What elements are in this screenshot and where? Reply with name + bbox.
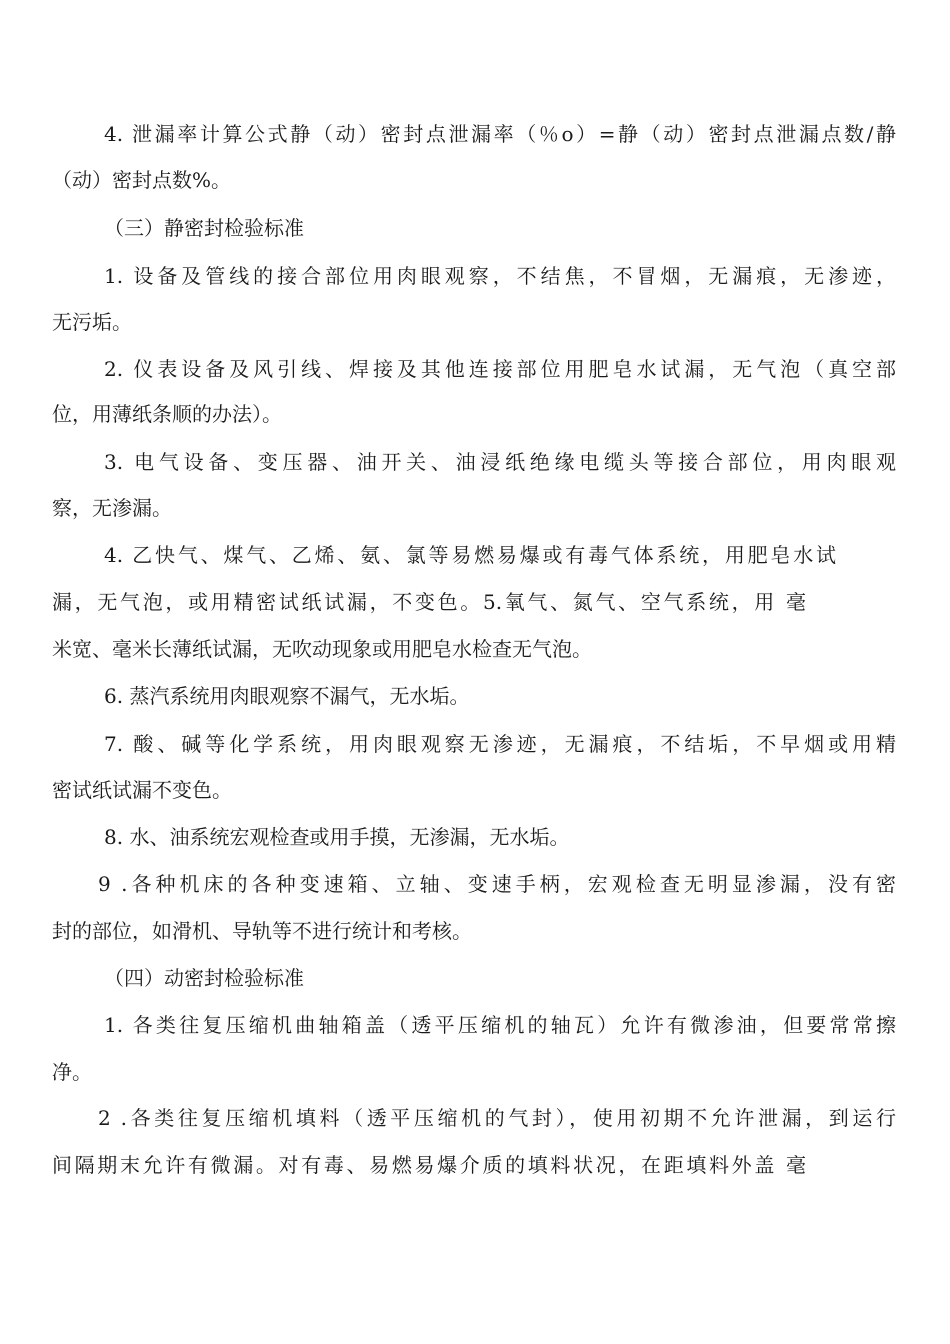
section-heading: （四）动密封检验标准	[104, 966, 304, 990]
paragraph-line: 净。	[52, 1060, 92, 1084]
section-heading: （三）静密封检验标准	[104, 216, 304, 240]
paragraph-line: 1. 设备及管线的接合部位用肉眼观察，不结焦，不冒烟，无漏痕，无渗迹，	[104, 264, 896, 288]
paragraph-line: 4. 泄漏率计算公式静（动）密封点泄漏率（％o）=静（动）密封点泄漏点数/静	[104, 122, 896, 146]
paragraph-line: 4. 乙快气、煤气、乙烯、氨、氯等易燃易爆或有毒气体系统，用肥皂水试	[104, 543, 836, 567]
paragraph-line: 2 .各类往复压缩机填料（透平压缩机的气封），使用初期不允许泄漏，到运行	[98, 1106, 896, 1130]
paragraph-line: 密试纸试漏不变色。	[52, 778, 232, 802]
paragraph-line: 封的部位，如滑机、导轨等不进行统计和考核。	[52, 919, 472, 943]
paragraph-line: 间隔期末允许有微漏。对有毒、易燃易爆介质的填料状况，在距填料外盖 毫	[52, 1153, 806, 1177]
paragraph-line: 7. 酸、碱等化学系统，用肉眼观察无渗迹，无漏痕，不结垢，不早烟或用精	[104, 732, 896, 756]
paragraph-line: 9 .各种机床的各种变速箱、立轴、变速手柄，宏观检查无明显渗漏，没有密	[98, 872, 896, 896]
paragraph-line: 位，用薄纸条顺的办法）。	[52, 402, 282, 426]
paragraph-line: （动）密封点数%。	[52, 168, 232, 192]
paragraph-line: 米宽、毫米长薄纸试漏，无吹动现象或用肥皂水检查无气泡。	[52, 637, 592, 661]
paragraph-line: 无污垢。	[52, 310, 132, 334]
paragraph-line: 1. 各类往复压缩机曲轴箱盖（透平压缩机的轴瓦）允许有微渗油，但要常常擦	[104, 1013, 896, 1037]
paragraph-line: 6. 蒸汽系统用肉眼观察不漏气，无水垢。	[104, 684, 470, 708]
paragraph-line: 2. 仪表设备及风引线、焊接及其他连接部位用肥皂水试漏，无气泡（真空部	[104, 357, 896, 381]
paragraph-line: 8. 水、油系统宏观检查或用手摸，无渗漏，无水垢。	[104, 825, 570, 849]
paragraph-line: 漏，无气泡，或用精密试纸试漏，不变色。5.氧气、氮气、空气系统，用 毫	[52, 590, 806, 614]
paragraph-line: 3. 电气设备、变压器、油开关、油浸纸绝缘电缆头等接合部位，用肉眼观	[104, 450, 896, 474]
paragraph-line: 察，无渗漏。	[52, 496, 172, 520]
